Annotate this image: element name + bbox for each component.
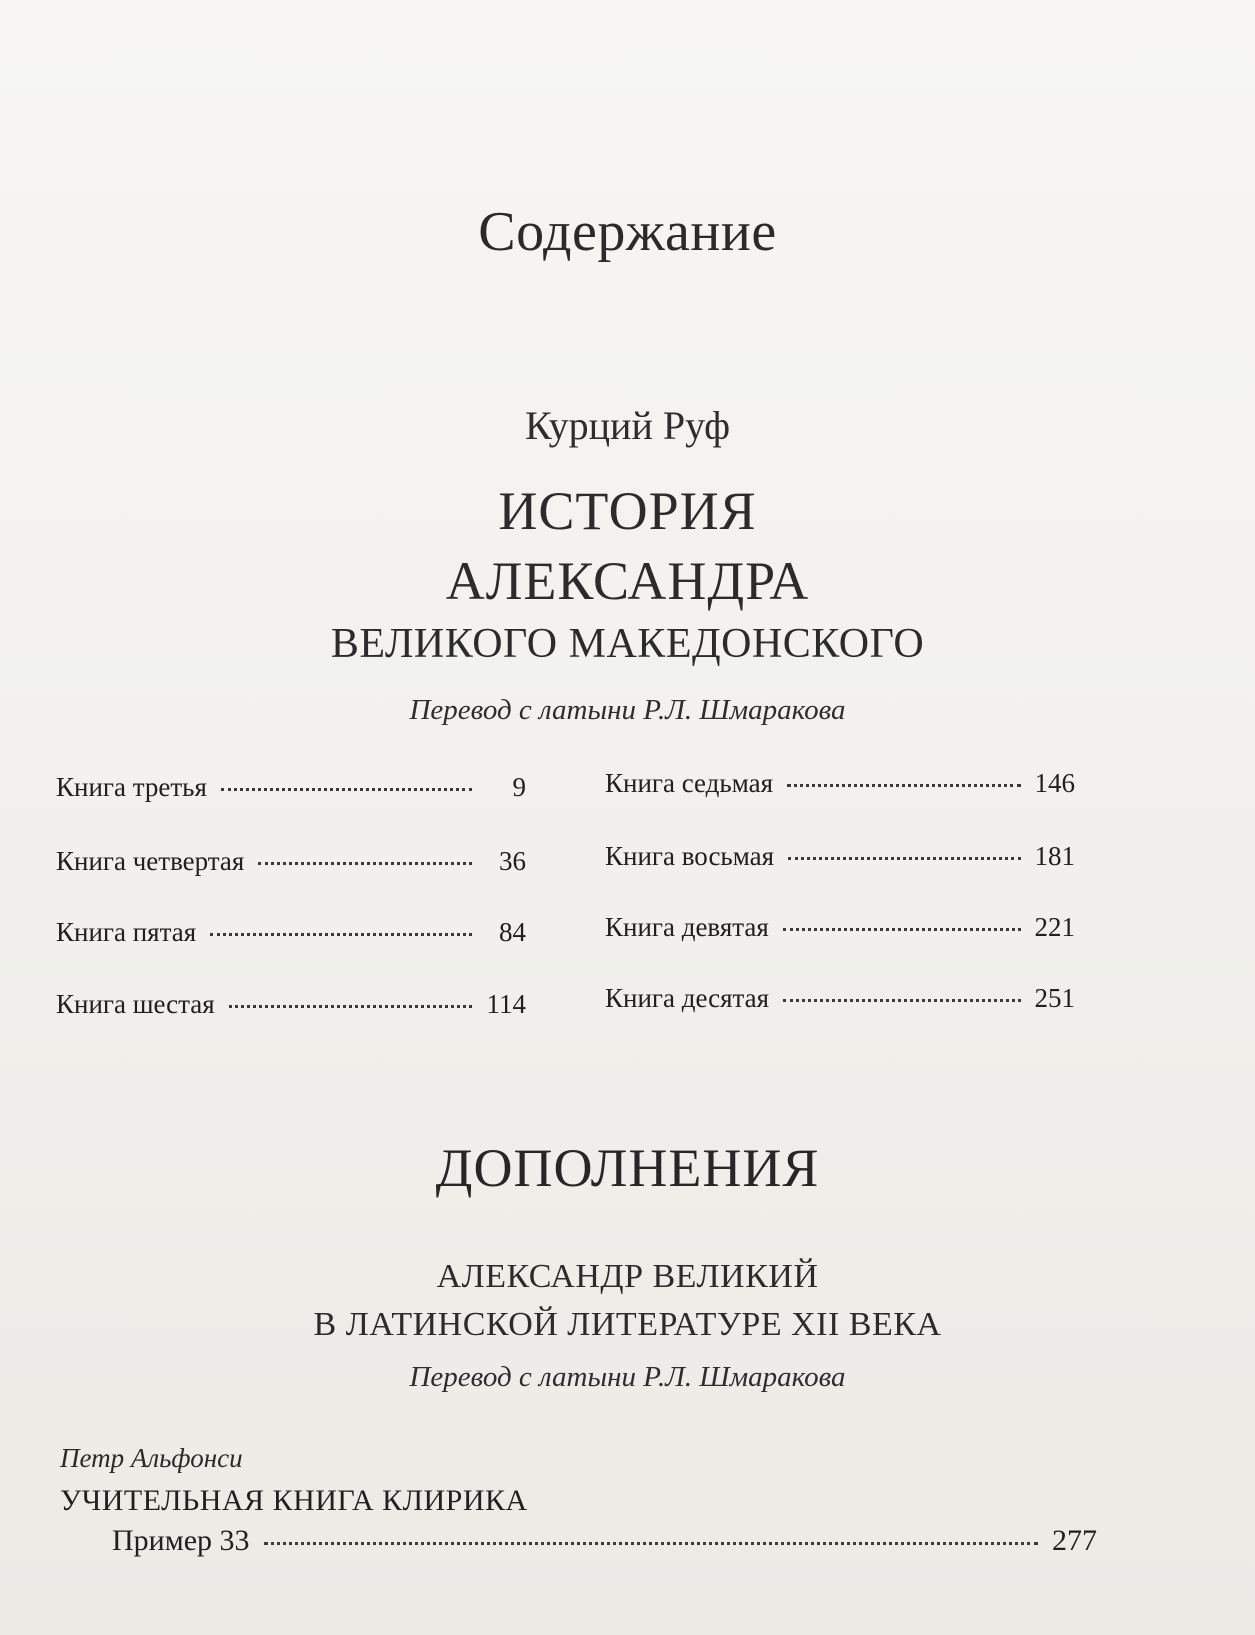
- supplement-subtitle-line-2: В ЛАТИНСКОЙ ЛИТЕРАТУРЕ XII ВЕКА: [313, 1306, 942, 1343]
- toc-entry-label: Книга третья: [56, 772, 207, 802]
- toc-entry: [605, 768, 1075, 799]
- supplement-heading: ДОПОЛНЕНИЯ: [435, 1138, 820, 1198]
- toc-entry: [112, 1524, 1097, 1558]
- toc-entry-page: 9: [512, 772, 526, 802]
- toc-entry-label: Книга десятая: [605, 983, 770, 1013]
- dot-leader: [783, 928, 1021, 931]
- title-line-3: ВЕЛИКОГО МАКЕДОНСКОГО: [330, 621, 925, 667]
- toc-entry: [56, 917, 526, 948]
- dot-leader: [264, 1542, 1038, 1545]
- toc-entry-page: 251: [1034, 983, 1075, 1013]
- dot-leader: [229, 1005, 472, 1008]
- dot-leader: [788, 857, 1020, 860]
- toc-entry-page: 146: [1034, 768, 1075, 798]
- toc-entry-page: 221: [1034, 912, 1075, 942]
- title-line-1: ИСТОРИЯ: [498, 481, 757, 541]
- toc-entry-page: 84: [499, 917, 526, 947]
- toc-entry-page: 36: [499, 846, 526, 876]
- toc-entry-label: Книга пятая: [56, 917, 197, 947]
- dot-leader: [221, 788, 472, 791]
- toc-entry: [56, 846, 526, 877]
- toc-entry: [605, 983, 1075, 1014]
- supplement-work-title: УЧИТЕЛЬНАЯ КНИГА КЛИРИКА: [60, 1484, 528, 1517]
- dot-leader: [210, 933, 472, 936]
- contents-heading: Содержание: [478, 201, 777, 263]
- toc-entry-label: Книга шестая: [56, 989, 215, 1019]
- toc-entry-label: Книга девятая: [605, 912, 769, 942]
- toc-entry-label: Книга четвертая: [56, 846, 245, 876]
- toc-entry-label: Книга седьмая: [605, 768, 774, 798]
- translator-note: Перевод с латыни Р.Л. Шмаракова: [409, 694, 846, 726]
- toc-entry-page: 114: [486, 989, 526, 1019]
- toc-entry: [56, 989, 526, 1020]
- toc-entry-page: 181: [1034, 841, 1075, 871]
- toc-entry: [605, 841, 1075, 872]
- toc-entry-label: Пример 33: [112, 1524, 250, 1557]
- dot-leader: [783, 999, 1020, 1002]
- toc-entry-page: 277: [1052, 1524, 1097, 1557]
- toc-entry: [605, 912, 1075, 943]
- toc-entry-label: Книга восьмая: [605, 841, 775, 871]
- supplement-translator-note: Перевод с латыни Р.Л. Шмаракова: [409, 1361, 846, 1393]
- dot-leader: [787, 784, 1020, 787]
- supplement-subtitle-line-1: АЛЕКСАНДР ВЕЛИКИЙ: [436, 1258, 819, 1295]
- toc-entry: [56, 772, 526, 803]
- supplement-author: Петр Альфонси: [60, 1443, 243, 1473]
- dot-leader: [258, 862, 472, 865]
- author-name: Курций Руф: [524, 403, 731, 448]
- title-line-2: АЛЕКСАНДРА: [445, 551, 810, 611]
